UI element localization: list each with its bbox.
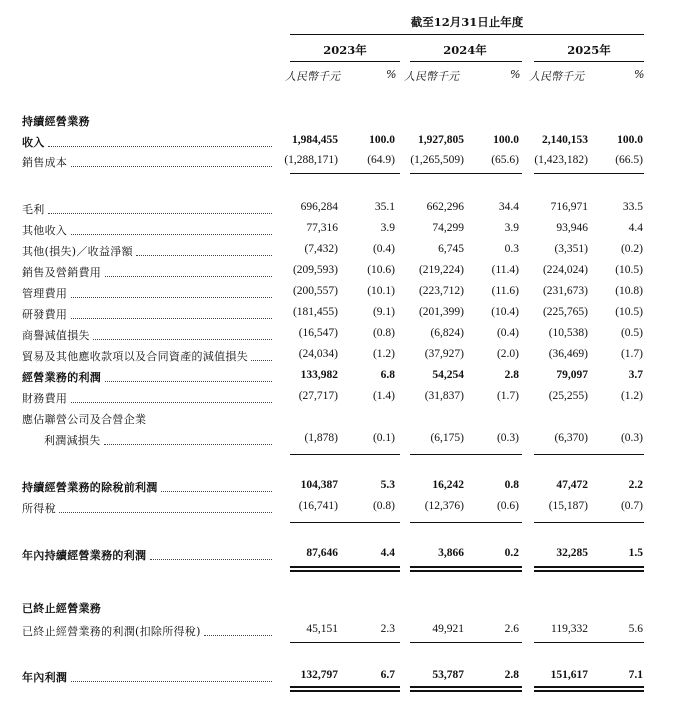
percent-cell: (11.6) <box>491 285 519 297</box>
amount-cell: (3,351) <box>554 243 588 255</box>
double-rule-b-2025 <box>534 570 644 572</box>
percent-cell: (0.3) <box>620 432 643 444</box>
row-label: 其他收入 <box>22 224 68 237</box>
amount-cell: (200,557) <box>292 285 338 297</box>
amount-cell: (201,399) <box>418 306 464 318</box>
amount-cell: 716,971 <box>550 201 588 213</box>
rule-share-2023 <box>290 454 400 455</box>
percent-cell: 100.0 <box>369 134 395 146</box>
amount-cell: 133,982 <box>300 369 338 381</box>
amount-cell: (231,673) <box>542 285 588 297</box>
amount-cell: 6,745 <box>438 243 464 255</box>
dot-leader <box>71 402 272 403</box>
row-label: 應佔聯營公司及合營企業 <box>22 413 147 426</box>
year-2023: 2023年 <box>323 43 367 57</box>
dot-leader <box>71 234 272 235</box>
double-rule-b-2023 <box>290 570 400 572</box>
row-label: 持續經營業務的除稅前利潤 <box>22 481 158 494</box>
percent-cell: 0.8 <box>504 479 519 491</box>
amount-cell: (12,376) <box>424 500 464 512</box>
amount-cell: 79,097 <box>556 369 588 381</box>
amount-cell: (225,765) <box>542 306 588 318</box>
rule-share-2024 <box>410 454 522 455</box>
percent-cell: (10.1) <box>367 285 395 297</box>
amount-cell: 662,296 <box>426 201 464 213</box>
amount-cell: 1,984,455 <box>292 134 338 146</box>
percent-cell: (0.3) <box>496 432 519 444</box>
percent-cell: 6.8 <box>380 369 395 381</box>
amount-cell: 93,946 <box>556 222 588 234</box>
final-rule-a-2023 <box>290 686 400 688</box>
amount-cell: (1,423,182) <box>534 154 588 166</box>
period-underline <box>290 34 644 35</box>
percent-cell: (0.6) <box>496 500 519 512</box>
row-label: 年內利潤 <box>22 671 68 684</box>
percent-cell: 33.5 <box>622 201 643 213</box>
amount-cell: (24,034) <box>298 348 338 360</box>
percent-cell: 0.3 <box>504 243 519 255</box>
row-label: 研發費用 <box>22 308 68 321</box>
percent-cell: 7.1 <box>628 669 643 681</box>
dot-leader <box>48 213 272 214</box>
percent-cell: 6.7 <box>380 669 395 681</box>
amount-cell: 54,254 <box>432 369 464 381</box>
amount-cell: (16,741) <box>298 500 338 512</box>
amount-cell: (25,255) <box>548 390 588 402</box>
percent-cell: (0.2) <box>620 243 643 255</box>
double-rule-b-2024 <box>410 570 522 572</box>
percent-cell: 3.9 <box>504 222 519 234</box>
percent-cell: (1.2) <box>372 348 395 360</box>
amount-cell: 16,242 <box>432 479 464 491</box>
amount-cell: 47,472 <box>556 479 588 491</box>
row-label: 管理費用 <box>22 287 68 300</box>
unit-pct-2025: % <box>634 68 645 81</box>
percent-cell: (64.9) <box>367 154 395 166</box>
percent-cell: 3.9 <box>380 222 395 234</box>
amount-cell: (1,265,509) <box>410 154 464 166</box>
amount-cell: 151,617 <box>550 669 588 681</box>
percent-cell: (1.7) <box>620 348 643 360</box>
amount-cell: (36,469) <box>548 348 588 360</box>
rule-tax-2025 <box>534 522 644 523</box>
dot-leader <box>71 318 272 319</box>
row-label: 收入 <box>22 136 45 149</box>
row-label: 所得稅 <box>22 502 56 515</box>
dot-leader <box>150 559 272 560</box>
rule-share-2025 <box>534 454 644 455</box>
rule-disc-2023 <box>290 642 400 643</box>
double-rule-a-2023 <box>290 566 400 568</box>
percent-cell: (0.8) <box>372 500 395 512</box>
dot-leader <box>48 146 272 147</box>
period-header: 截至12月31日止年度 <box>410 15 524 29</box>
dot-leader <box>71 297 272 298</box>
rule-tax-2023 <box>290 522 400 523</box>
rule-disc-2024 <box>410 642 522 643</box>
amount-cell: (15,187) <box>548 500 588 512</box>
final-rule-b-2023 <box>290 690 400 692</box>
percent-cell: 34.4 <box>498 201 519 213</box>
percent-cell: 2.8 <box>504 369 519 381</box>
percent-cell: 0.2 <box>504 547 519 559</box>
amount-cell: (1,288,171) <box>284 154 338 166</box>
year-underline-2024 <box>410 61 522 62</box>
row-label: 貿易及其他應收款項以及合同資產的減值損失 <box>22 350 248 363</box>
amount-cell: 49,921 <box>432 623 464 635</box>
percent-cell: (1.4) <box>372 390 395 402</box>
section-continuing-heading: 持續經營業務 <box>22 115 90 128</box>
percent-cell: (0.4) <box>372 243 395 255</box>
percent-cell: 35.1 <box>374 201 395 213</box>
rule-disc-2025 <box>534 642 644 643</box>
amount-cell: (181,455) <box>292 306 338 318</box>
percent-cell: 2.2 <box>628 479 643 491</box>
percent-cell: (0.8) <box>372 327 395 339</box>
amount-cell: 77,316 <box>306 222 338 234</box>
dot-leader <box>104 444 272 445</box>
amount-cell: 104,387 <box>300 479 338 491</box>
rule-sales-cost-2024 <box>410 173 522 174</box>
percent-cell: (10.8) <box>615 285 643 297</box>
year-2025: 2025年 <box>567 43 611 57</box>
amount-cell: 74,299 <box>432 222 464 234</box>
percent-cell: (1.2) <box>620 390 643 402</box>
row-label: 已終止經營業務的利潤(扣除所得稅) <box>22 625 201 638</box>
year-underline-2023 <box>290 61 400 62</box>
amount-cell: (27,717) <box>298 390 338 402</box>
final-rule-b-2025 <box>534 690 644 692</box>
amount-cell: 45,151 <box>306 623 338 635</box>
row-label: 財務費用 <box>22 392 68 405</box>
percent-cell: 4.4 <box>380 547 395 559</box>
percent-cell: (10.6) <box>367 264 395 276</box>
percent-cell: (1.7) <box>496 390 519 402</box>
unit-rmb-2023: 人民幣千元 <box>285 70 340 83</box>
double-rule-a-2025 <box>534 566 644 568</box>
percent-cell: (0.1) <box>372 432 395 444</box>
amount-cell: 119,332 <box>551 623 588 635</box>
percent-cell: (10.5) <box>615 306 643 318</box>
amount-cell: (6,824) <box>430 327 464 339</box>
row-label-continued: 利潤減損失 <box>44 434 101 447</box>
percent-cell: 5.3 <box>380 479 395 491</box>
percent-cell: (10.4) <box>491 306 519 318</box>
amount-cell: (16,547) <box>298 327 338 339</box>
rule-sales-cost-2023 <box>290 173 400 174</box>
percent-cell: (2.0) <box>496 348 519 360</box>
amount-cell: (31,837) <box>424 390 464 402</box>
unit-pct-2024: % <box>510 68 521 81</box>
percent-cell: 5.6 <box>628 623 643 635</box>
unit-rmb-2024: 人民幣千元 <box>404 70 459 83</box>
percent-cell: 2.3 <box>380 623 395 635</box>
amount-cell: (10,538) <box>548 327 588 339</box>
percent-cell: 4.4 <box>628 222 643 234</box>
amount-cell: 1,927,805 <box>418 134 464 146</box>
unit-pct-2023: % <box>386 68 397 81</box>
dot-leader <box>71 681 272 682</box>
percent-cell: 100.0 <box>617 134 643 146</box>
dot-leader <box>59 512 272 513</box>
rule-tax-2024 <box>410 522 522 523</box>
percent-cell: (65.6) <box>491 154 519 166</box>
dot-leader <box>136 255 272 256</box>
double-rule-a-2024 <box>410 566 522 568</box>
final-rule-b-2024 <box>410 690 522 692</box>
row-label: 銷售成本 <box>22 156 68 169</box>
percent-cell: 100.0 <box>493 134 519 146</box>
row-label: 商譽減值損失 <box>22 329 90 342</box>
dot-leader <box>105 276 272 277</box>
dot-leader <box>93 339 272 340</box>
amount-cell: (6,370) <box>554 432 588 444</box>
percent-cell: (0.4) <box>496 327 519 339</box>
percent-cell: (9.1) <box>372 306 395 318</box>
percent-cell: 1.5 <box>628 547 643 559</box>
percent-cell: (0.5) <box>620 327 643 339</box>
amount-cell: 53,787 <box>432 669 464 681</box>
amount-cell: 696,284 <box>300 201 338 213</box>
percent-cell: 2.8 <box>504 669 519 681</box>
percent-cell: 2.6 <box>504 623 519 635</box>
row-label: 銷售及營銷費用 <box>22 266 102 279</box>
year-2024: 2024年 <box>443 43 487 57</box>
amount-cell: (7,432) <box>304 243 338 255</box>
amount-cell: (6,175) <box>430 432 464 444</box>
row-label: 毛利 <box>22 203 45 216</box>
percent-cell: 3.7 <box>628 369 643 381</box>
amount-cell: 132,797 <box>300 669 338 681</box>
final-rule-a-2024 <box>410 686 522 688</box>
dot-leader <box>105 381 272 382</box>
final-rule-a-2025 <box>534 686 644 688</box>
amount-cell: (219,224) <box>418 264 464 276</box>
dot-leader <box>161 491 272 492</box>
year-underline-2025 <box>534 61 644 62</box>
amount-cell: 87,646 <box>306 547 338 559</box>
amount-cell: 32,285 <box>556 547 588 559</box>
row-label: 經營業務的利潤 <box>22 371 102 384</box>
amount-cell: 3,866 <box>438 547 464 559</box>
dot-leader <box>251 360 272 361</box>
amount-cell: (224,024) <box>542 264 588 276</box>
amount-cell: 2,140,153 <box>542 134 588 146</box>
unit-rmb-2025: 人民幣千元 <box>529 70 584 83</box>
percent-cell: (0.7) <box>620 500 643 512</box>
percent-cell: (11.4) <box>491 264 519 276</box>
amount-cell: (1,878) <box>304 432 338 444</box>
percent-cell: (10.5) <box>615 264 643 276</box>
amount-cell: (223,712) <box>418 285 464 297</box>
dot-leader <box>71 166 272 167</box>
row-label: 年內持續經營業務的利潤 <box>22 549 147 562</box>
amount-cell: (37,927) <box>424 348 464 360</box>
rule-sales-cost-2025 <box>534 173 644 174</box>
section-discontinued-heading: 已終止經營業務 <box>22 602 102 615</box>
amount-cell: (209,593) <box>292 264 338 276</box>
dot-leader <box>204 635 272 636</box>
row-label: 其他(損失)／收益淨額 <box>22 245 133 258</box>
percent-cell: (66.5) <box>615 154 643 166</box>
